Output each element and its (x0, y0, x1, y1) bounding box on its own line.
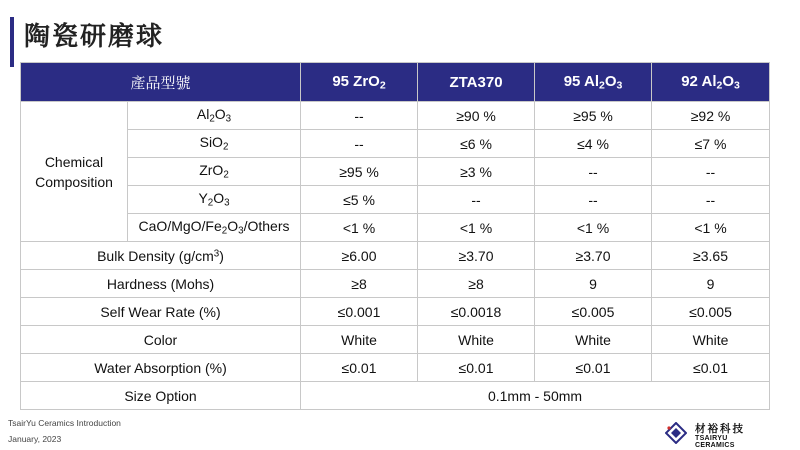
header-col-92-al2o3: 92 $Al_2O_3$ (652, 63, 770, 102)
header-col-95-al2o3: 95 $Al_2O_3$ (535, 63, 652, 102)
logo-english-name: TSAIRYU CERAMICS (695, 435, 735, 449)
cell: -- (652, 186, 770, 214)
cell: ≥6.00 (301, 242, 418, 270)
table-row (21, 214, 770, 242)
cell: ≤0.01 (301, 354, 418, 382)
cell: ≥8 (301, 270, 418, 298)
cell: -- (301, 130, 418, 158)
cell: -- (301, 102, 418, 130)
row-label-zro2: ZrO$_2$ (128, 158, 301, 186)
cell: ≤0.005 (652, 298, 770, 326)
row-label-bulk-density: Bulk Density $(g/cm^3)$ (21, 242, 301, 270)
cell: -- (418, 186, 535, 214)
table-row (21, 270, 770, 298)
table-row (21, 102, 770, 130)
cell: White (418, 326, 535, 354)
specification-table (20, 62, 770, 410)
header-col-95-zro2: 95 ZrO$_2$ (301, 63, 418, 102)
table-row (21, 298, 770, 326)
logo-chinese-name: 材裕科技 (695, 423, 745, 435)
cell: ≤0.01 (535, 354, 652, 382)
table-row (21, 158, 770, 186)
cell: ≤7 % (652, 130, 770, 158)
cell: <1 % (418, 214, 535, 242)
cell: ≥3 % (418, 158, 535, 186)
cell: <1 % (535, 214, 652, 242)
size-option-value: 0.1mm - 50mm (301, 382, 770, 410)
cell: 9 (535, 270, 652, 298)
table-row (21, 186, 770, 214)
cell: ≤4 % (535, 130, 652, 158)
cell: White (301, 326, 418, 354)
row-label-al2o3: $Al_2O_3$ (128, 102, 301, 130)
cell: ≥92 % (652, 102, 770, 130)
cell: -- (535, 186, 652, 214)
cell: <1 % (301, 214, 418, 242)
row-label-water-absorption: Water Absorption (%) (21, 354, 301, 382)
cell: -- (652, 158, 770, 186)
cell: White (652, 326, 770, 354)
cell: 9 (652, 270, 770, 298)
header-col-zta370: ZTA370 (418, 63, 535, 102)
row-label-y2o3: $Y_2O_3$ (128, 186, 301, 214)
table-row (21, 242, 770, 270)
cell: ≤0.001 (301, 298, 418, 326)
row-label-self-wear-rate: Self Wear Rate (%) (21, 298, 301, 326)
cell: -- (535, 158, 652, 186)
chemical-composition-label: Chemical Composition (21, 102, 128, 242)
row-label-hardness: Hardness (Mohs) (21, 270, 301, 298)
cell: ≥95 % (301, 158, 418, 186)
page-title: 陶瓷研磨球 (24, 22, 165, 52)
table-row (21, 130, 770, 158)
cell: ≤6 % (418, 130, 535, 158)
cell: ≥3.65 (652, 242, 770, 270)
table-row (21, 382, 770, 410)
cell: ≤0.01 (418, 354, 535, 382)
title-accent-bar (10, 17, 14, 67)
table-row (21, 354, 770, 382)
table-row (21, 326, 770, 354)
cell: ≤5 % (301, 186, 418, 214)
row-label-color: Color (21, 326, 301, 354)
company-logo (665, 420, 765, 449)
row-label-size-option: Size Option (21, 382, 301, 410)
table-header-row (21, 63, 770, 102)
cell: ≤0.01 (652, 354, 770, 382)
row-label-others: CaO/$MgO/Fe_2O_3$/Others (128, 214, 301, 242)
row-label-sio2: SiO$_2$ (128, 130, 301, 158)
diamond-logo-icon (665, 422, 687, 444)
footer-date: January, 2023 (8, 434, 62, 444)
cell: ≥90 % (418, 102, 535, 130)
cell: ≥8 (418, 270, 535, 298)
cell: <1 % (652, 214, 770, 242)
header-product-model: 產品型號 (21, 63, 301, 102)
cell: White (535, 326, 652, 354)
cell: ≥95 % (535, 102, 652, 130)
cell: ≥3.70 (535, 242, 652, 270)
cell: ≥3.70 (418, 242, 535, 270)
cell: ≤0.0018 (418, 298, 535, 326)
cell: ≤0.005 (535, 298, 652, 326)
footer-company-intro: TsairYu Ceramics Introduction (8, 418, 121, 428)
